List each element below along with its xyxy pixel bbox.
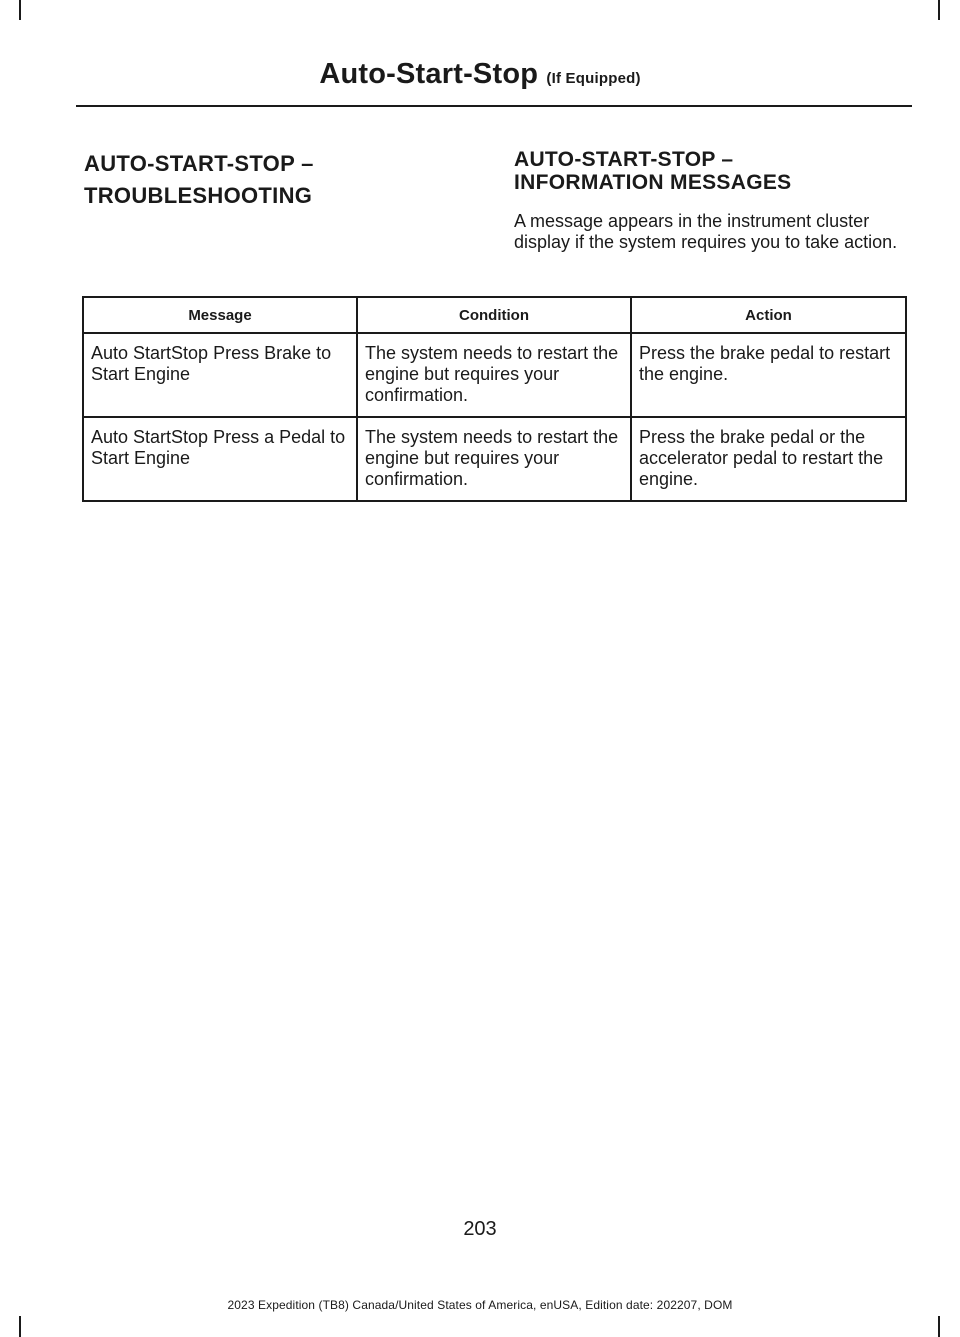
- page-number: 203: [463, 1218, 497, 1240]
- header-title: Auto-Start-Stop: [319, 58, 539, 90]
- cell-message: Auto StartStop Press Brake to Start Engine: [83, 333, 357, 417]
- troubleshooting-heading-line1: AUTO-START-STOP –: [84, 151, 314, 176]
- table-row: [83, 417, 906, 501]
- troubleshooting-heading: [84, 148, 444, 212]
- troubleshooting-heading-line2: TROUBLESHOOTING: [84, 183, 313, 208]
- information-messages-heading-line2: INFORMATION MESSAGES: [514, 171, 792, 194]
- cell-message: Auto StartStop Press a Pedal to Start Engine: [83, 417, 357, 501]
- cell-condition: The system needs to restart the engine but requires your confirmation.: [357, 417, 631, 501]
- header-divider: [76, 105, 912, 107]
- table-row: [83, 333, 906, 417]
- column-header-message: Message: [83, 297, 357, 333]
- crop-mark-bottom-left: [19, 1316, 21, 1337]
- header-subtitle: (If Equipped): [546, 70, 641, 87]
- column-header-action: Action: [631, 297, 906, 333]
- information-messages-table: [82, 296, 907, 502]
- information-messages-heading-line1: AUTO-START-STOP –: [514, 148, 734, 171]
- information-messages-heading: [514, 148, 914, 194]
- table-header-row: [83, 297, 906, 333]
- page-header: [0, 58, 960, 91]
- crop-mark-top-right: [938, 0, 940, 20]
- cell-action: Press the brake pedal or the accelerator pedal to restart the engine.: [631, 417, 906, 501]
- crop-mark-bottom-right: [938, 1316, 940, 1337]
- cell-action: Press the brake pedal to restart the engine.: [631, 333, 906, 417]
- cell-condition: The system needs to restart the engine but requires your confirmation.: [357, 333, 631, 417]
- crop-mark-top-left: [19, 0, 21, 20]
- information-messages-paragraph: A message appears in the instrument cluster display if the system requires you to take action.: [514, 211, 898, 252]
- column-header-condition: Condition: [357, 297, 631, 333]
- edition-footer: 2023 Expedition (TB8) Canada/United States of America, enUSA, Edition date: 202207, DOM: [227, 1298, 733, 1312]
